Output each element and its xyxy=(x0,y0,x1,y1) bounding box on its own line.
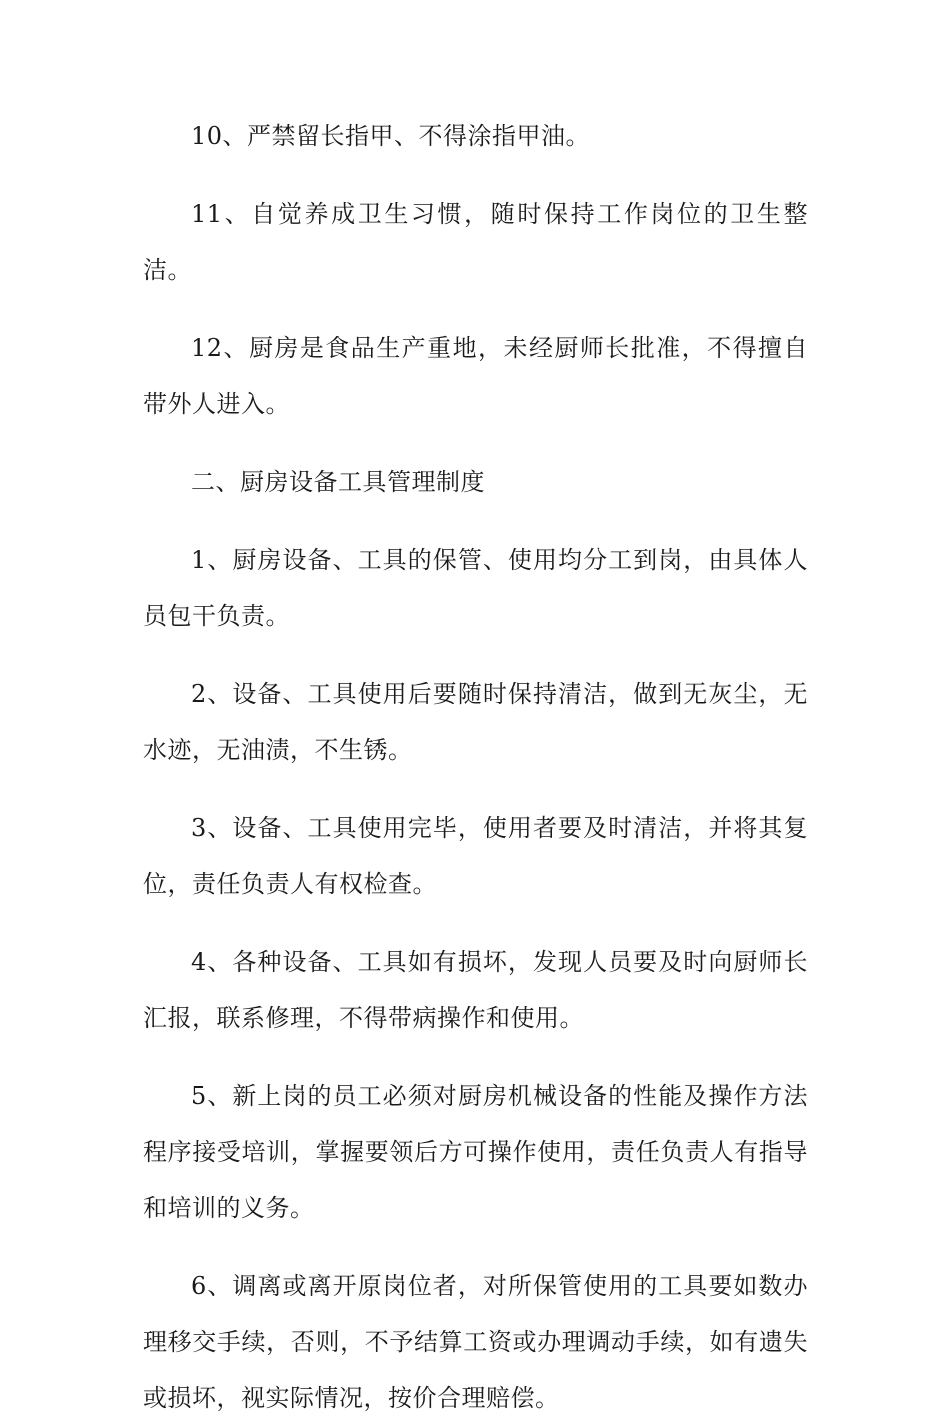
rule-item-12: 12、厨房是食品生产重地，未经厨师长批准，不得擅自带外人进入。 xyxy=(143,334,808,418)
rule-item-10: 10、严禁留长指甲、不得涂指甲油。 xyxy=(191,122,591,150)
rule-item-5: 5、新上岗的员工必须对厨房机械设备的性能及操作方法程序接受培训，掌握要领后方可操作使用，责任负责人有指导和培训的义务。 xyxy=(143,1082,808,1222)
rule-item-2: 2、设备、工具使用后要随时保持清洁，做到无灰尘，无水迹，无油渍，不生锈。 xyxy=(143,680,808,764)
rule-item-11: 11、自觉养成卫生习惯，随时保持工作岗位的卫生整洁。 xyxy=(143,200,808,284)
rule-item-1: 1、厨房设备、工具的保管、使用均分工到岗，由具体人员包干负责。 xyxy=(143,546,808,630)
rule-item-3: 3、设备、工具使用完毕，使用者要及时清洁，并将其复位，责任负责人有权检查。 xyxy=(143,814,808,898)
rule-item-6: 6、调离或离开原岗位者，对所保管使用的工具要如数办理移交手续，否则，不予结算工资或办理调动手续，如有遗失或损坏，视实际情况，按价合理赔偿。 xyxy=(143,1272,808,1412)
section-heading: 二、厨房设备工具管理制度 xyxy=(191,468,485,496)
rule-item-4: 4、各种设备、工具如有损坏，发现人员要及时向厨师长汇报，联系修理，不得带病操作和使用。 xyxy=(143,948,808,1032)
document-body xyxy=(143,108,808,1426)
